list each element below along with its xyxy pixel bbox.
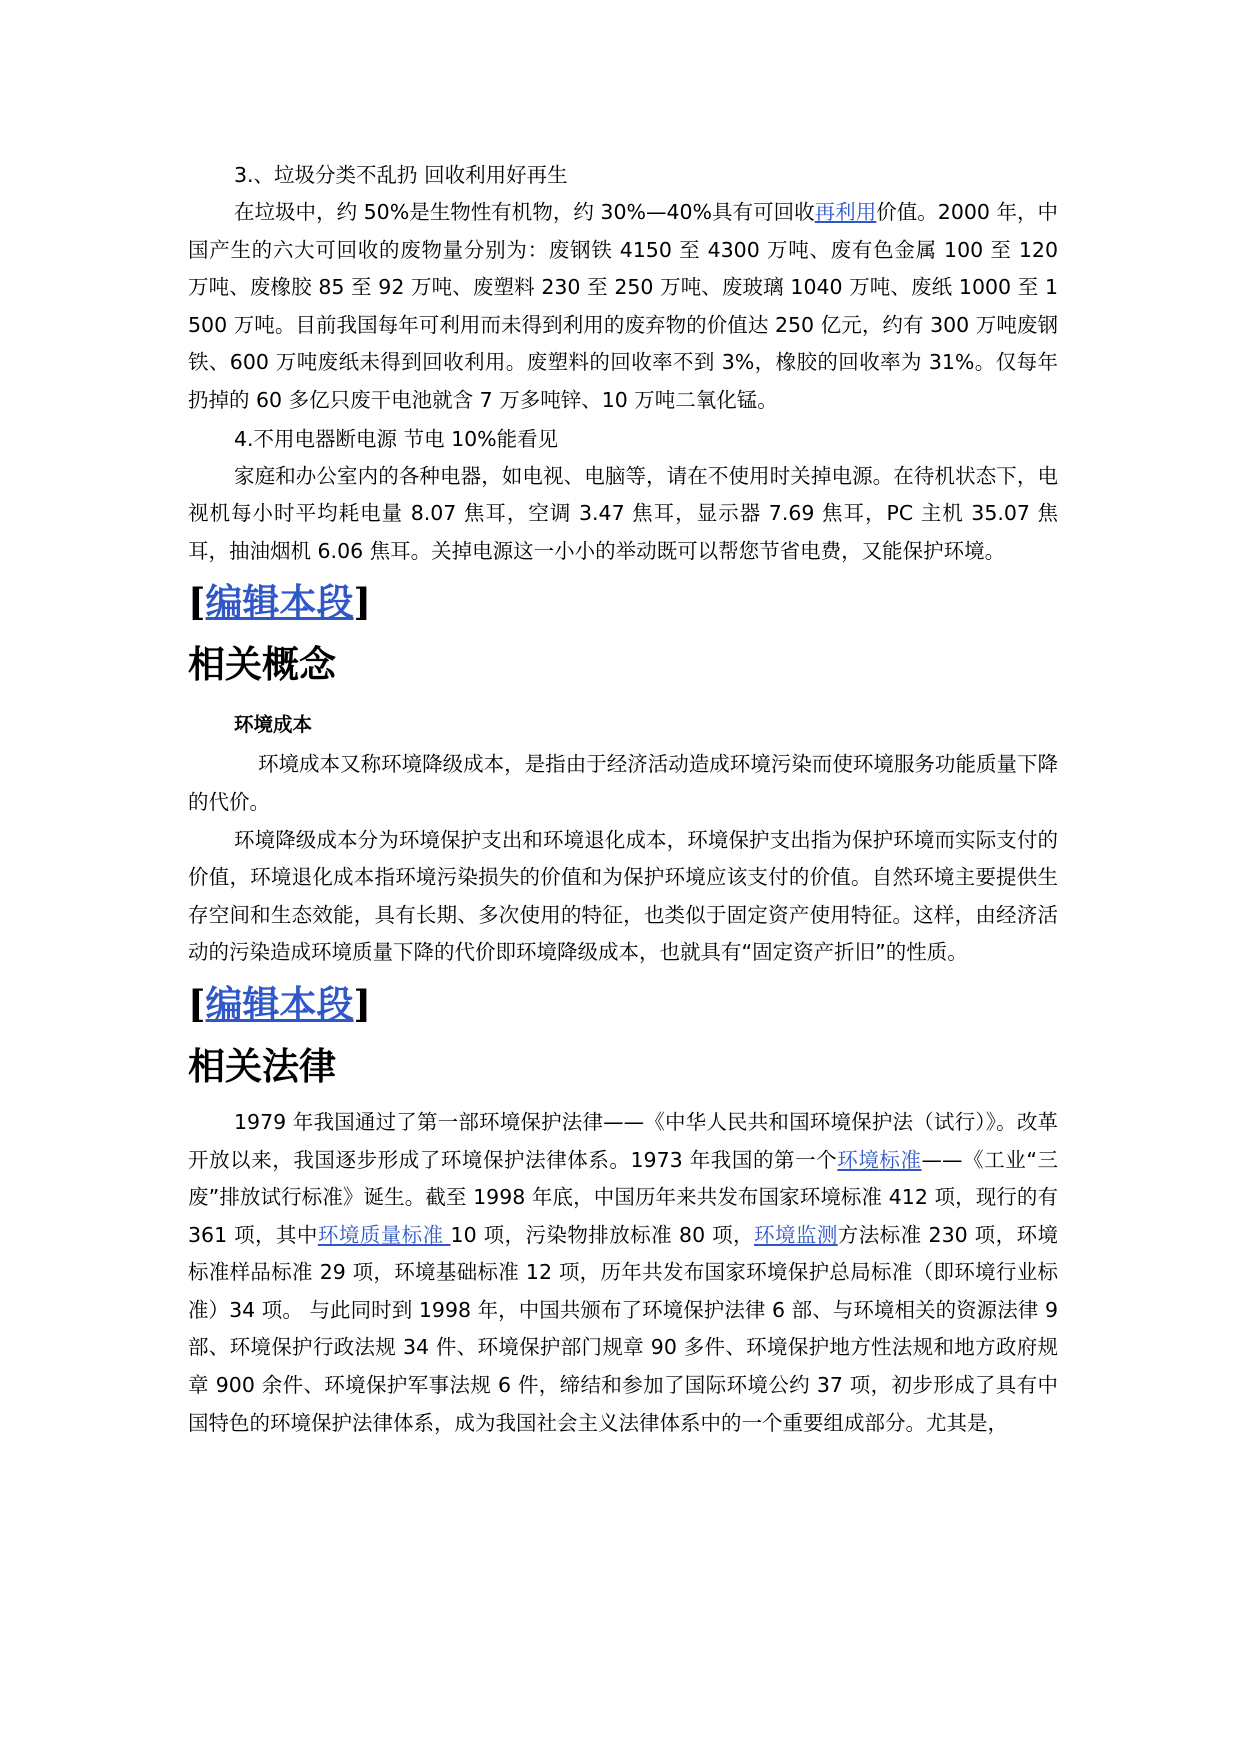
edit-section-link-1: [编辑本段] bbox=[188, 580, 372, 625]
edit-section-link-2: [编辑本段] bbox=[188, 981, 372, 1026]
link-environment-quality-standard[interactable]: 环境质量标准 bbox=[317, 1222, 451, 1247]
link-environment-monitoring[interactable]: 环境监测 bbox=[754, 1222, 838, 1247]
heading-concepts: 相关概念 bbox=[188, 643, 336, 687]
section-4-title: 4.不用电器断电源 节电 10%能看见 bbox=[234, 426, 559, 451]
concepts-paragraph-2: 环境降级成本分为环境保护支出和环境退化成本，环境保护支出指为保护环境而实际支付的价值，环境退化成本指环境污染损失的价值和为保护环境应该支付的价值。自然环境主要提供生存空间和生态效能，具有长期、多次使用的特征，也类似于固定资产使用特征。这样，由经济活动的污染造成环境质量下降的代价即环境降级成本，也就具有“固定资产折旧”的性质。 bbox=[188, 827, 1058, 965]
subheading-environment-cost: 环境成本 bbox=[234, 713, 313, 737]
section-3-text-1: 在垃圾中，约 50%是生物性有机物，约 30%—40%具有可回收 bbox=[234, 200, 815, 224]
section-3-paragraph bbox=[188, 194, 1058, 420]
link-environment-standard[interactable]: 环境标准 bbox=[837, 1147, 922, 1172]
concepts-paragraph-1: 环境成本又称环境降级成本，是指由于经济活动造成环境污染而使环境服务功能质量下降的代价。 bbox=[188, 752, 1058, 814]
edit-section-button-2[interactable]: 编辑本段 bbox=[205, 981, 354, 1026]
document-content bbox=[188, 156, 1058, 1442]
section-3-title: 3.、垃圾分类不乱扔 回收利用好再生 bbox=[234, 163, 568, 187]
edit-section-button-1[interactable]: 编辑本段 bbox=[205, 580, 354, 625]
link-reuse[interactable]: 再利用 bbox=[814, 200, 877, 224]
section-4-paragraph: 家庭和办公室内的各种电器，如电视、电脑等，请在不使用时关掉电源。在待机状态下，电视机每小时平均耗电量 8.07 焦耳，空调 3.47 焦耳，显示器 7.69 焦耳，PC 主机 35.07 焦耳，抽油烟机 6.06 焦耳。关掉电源这一小小的举动既可以帮您节省电费，又能保护环境。 bbox=[188, 463, 1058, 563]
law-paragraph: 1979 年我国通过了第一部环境保护法律——《中华人民共和国环境保护法（试行）》。改革开放以来，我国逐步形成了环境保护法律体系。1973 年我国的第一个环境标准——《工业“三废”排放试行标准》诞生。截至 1998 年底，中国历年来共发布国家环境标准 412 项，现行的有 361 项，其中环境质量标准 10 项，污染物排放标准 80 项，环境监测方法标准 230 项，环境标准样品标准 29 项，环境基础标准 12 项，历年共发布国家环境保护总局标准（即环境行业标准）34 项。 与此同时到 1998 年，中国共颁布了环境保护法律 6 部、与环境相关的资源法律 9 部、环境保护行政法规 34 件、环境保护部门规章 90 多件、环境保护地方性法规和地方政府规章 900 余件、环境保护军事法规 6 件，缔结和参加了国际环境公约 37 项，初步形成了具有中国特色的环境保护法律体系，成为我国社会主义法律体系中的一个重要组成部分。尤其是， bbox=[188, 1109, 1059, 1435]
heading-law: 相关法律 bbox=[188, 1044, 336, 1088]
section-3-text-2: 价值。2000 年，中国产生的六大可回收的废物量分别为：废钢铁 4150 至 4300 万吨、废有色金属 100 至 120 万吨、废橡胶 85 至 92 万吨、废塑料 230 至 250 万吨、废玻璃 1040 万吨、废纸 1000 至 1500 万吨。目前我国每年可利用而未得到利用的废弃物的价值达 250 亿元，约有 300 万吨废钢铁、600 万吨废纸未得到回收利用。废塑料的回收率不到 3%，橡胶的回收率为 31%。仅每年扔掉的 60 多亿只废干电池就含 7 万多吨锌、10 万吨二氧化锰。 bbox=[188, 200, 1059, 412]
